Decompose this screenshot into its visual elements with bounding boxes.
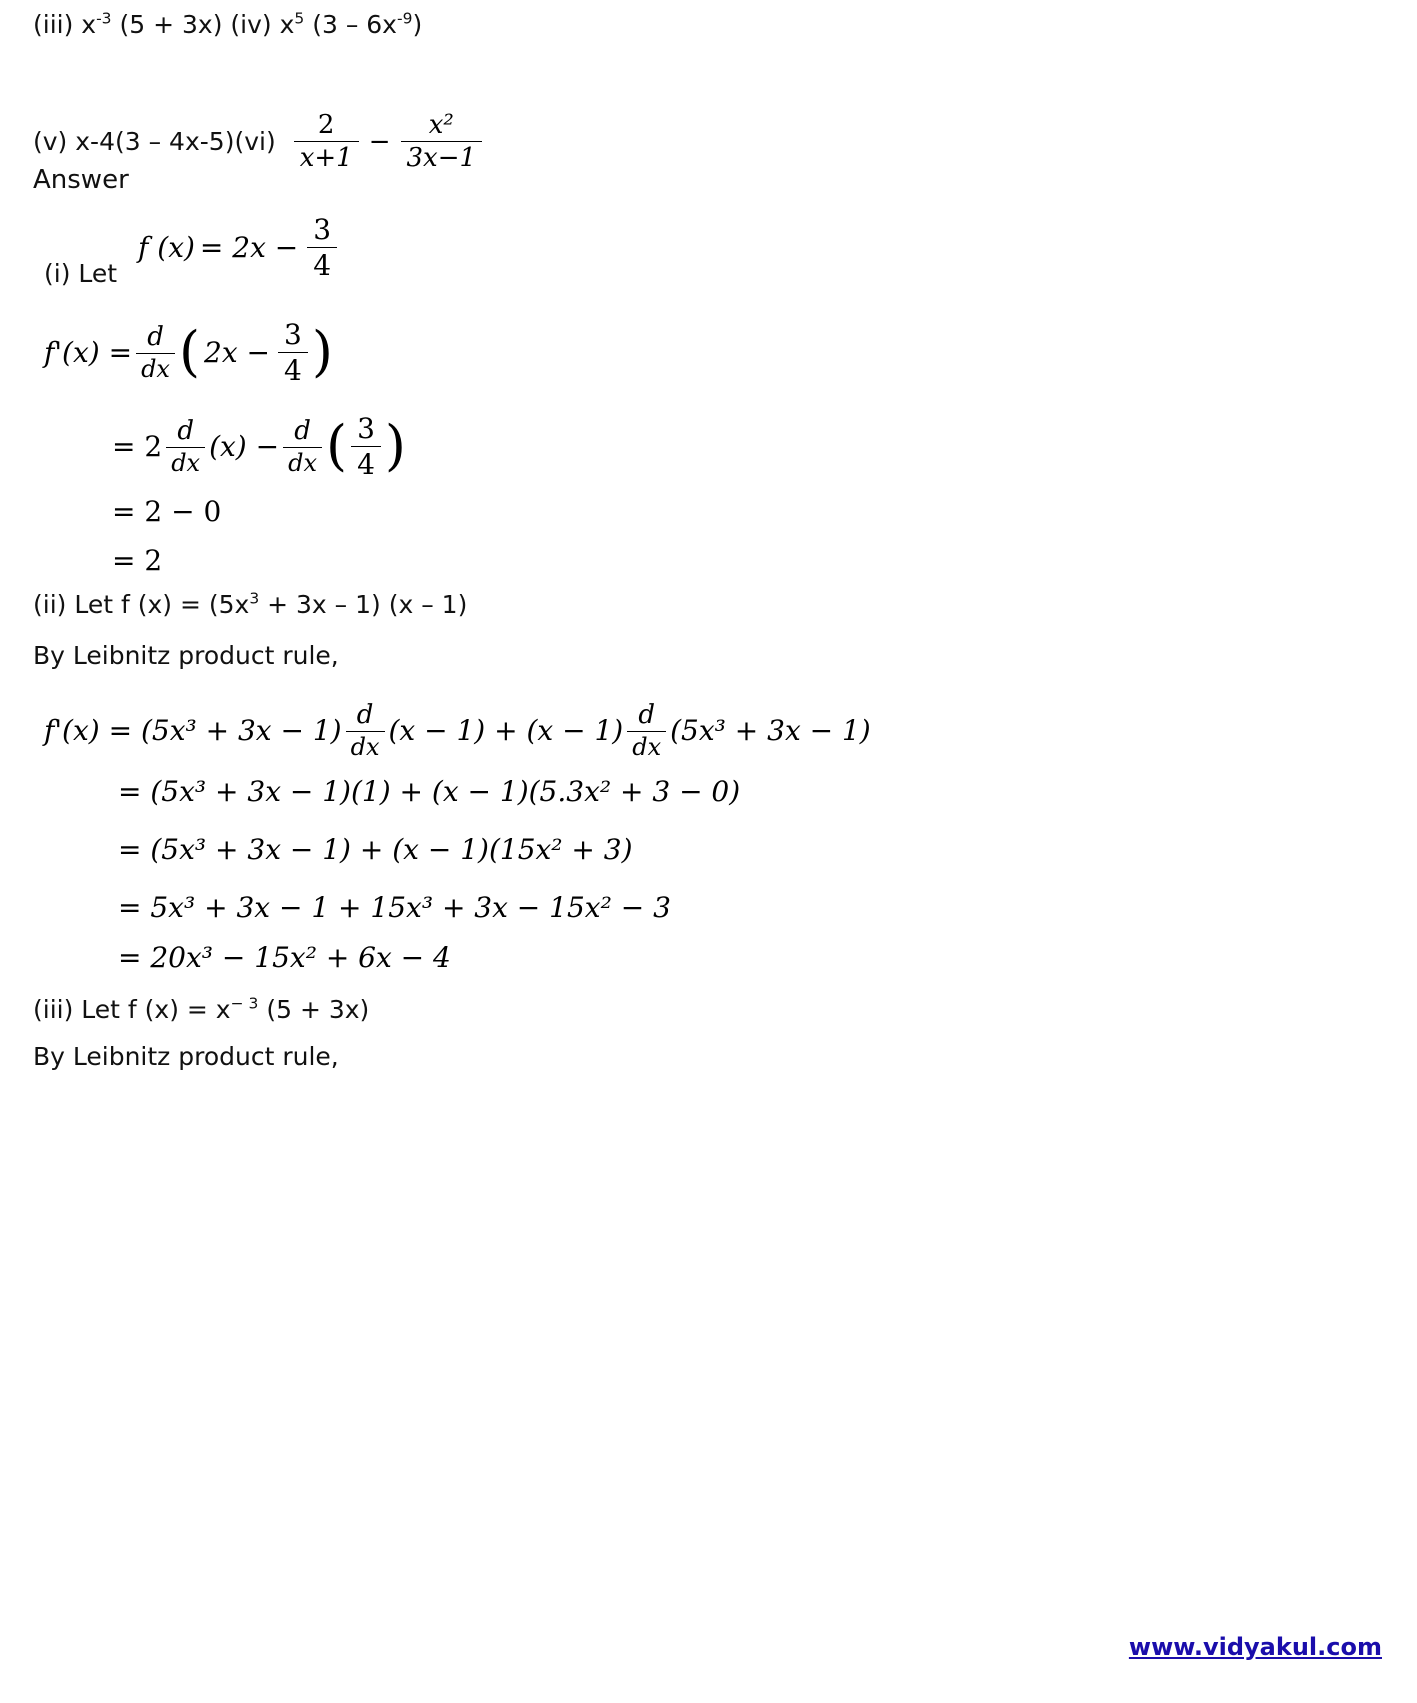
q-iv-exponent: 5 (294, 9, 305, 28)
d-dx-operator (346, 700, 385, 761)
vidyakul-website-link[interactable]: www.vidyakul.com (1128, 1633, 1382, 1661)
fraction-numerator: x² (428, 110, 454, 140)
inner-expression: 2x − (204, 336, 271, 369)
d-dx-numerator: d (638, 700, 655, 730)
fraction-denominator: x+1 (294, 141, 359, 173)
item-iii-let-label (33, 993, 369, 1027)
d-dx-operator-2 (283, 416, 322, 477)
expression-vi (290, 110, 486, 173)
eq-part-a: f'(x) = (5x³ + 3x − 1) (44, 714, 342, 747)
minus-operator: − (368, 126, 391, 157)
left-paren: ( (326, 414, 348, 478)
d-dx-denominator: dx (283, 447, 322, 477)
q-iii-label: (iii) x (33, 10, 97, 39)
d-dx-numerator: d (177, 416, 194, 446)
d-dx-operator (136, 322, 175, 383)
left-paren: ( (178, 320, 201, 384)
equation-ii-step2: = (5x³ + 3x − 1)(1) + (x − 1)(5.3x² + 3 − 0) (118, 775, 741, 808)
q-v-label: (v) x (33, 126, 91, 156)
d-dx-denominator: dx (346, 731, 385, 761)
equation-i-step2 (112, 412, 406, 481)
item-ii-let-rest: + 3x – 1) (x – 1) (259, 590, 468, 619)
item-ii-let-text: (ii) Let f (x) = (5x (33, 590, 250, 619)
item-ii-exponent: 3 (249, 589, 260, 608)
item-iii-exponent: − 3 (230, 994, 259, 1013)
d-dx-numerator: d (147, 322, 164, 352)
d-dx-operator-2 (627, 700, 666, 761)
q-iv-rest: (3 – 6x (304, 10, 397, 39)
leibnitz-note-2: By Leibnitz product rule, (33, 1042, 339, 1071)
fraction-denominator: 4 (351, 446, 381, 481)
equation-i-step3: = 2 − 0 (112, 495, 222, 528)
q-v-rest: (3 – 4x (114, 126, 200, 156)
d-dx-numerator: d (294, 416, 311, 446)
q-v-exponent: -4 (90, 126, 115, 156)
d-dx-denominator: dx (627, 731, 666, 761)
q-iii-exponent: -3 (96, 9, 112, 28)
equation-ii-step5: = 20x³ − 15x² + 6x − 4 (118, 941, 451, 974)
item-ii-let-label (33, 588, 467, 622)
q-v-close: ) (224, 126, 235, 156)
fraction-numerator: 3 (313, 213, 332, 246)
q-v-exponent-2: -5 (199, 126, 225, 156)
equation-rhs: = 2x − (199, 231, 299, 264)
d-dx-operator (166, 416, 205, 477)
q-iii-rest: (5 + 3x) (111, 10, 223, 39)
fraction-denominator: 4 (278, 352, 308, 387)
q-vi-label: (vi) (234, 126, 276, 156)
derivative-lhs: f'(x) = (44, 336, 133, 369)
fraction-2-over-x-plus-1 (294, 110, 359, 173)
equation-ii-step3: = (5x³ + 3x − 1) + (x − 1)(15x² + 3) (118, 833, 633, 866)
fraction-numerator: 3 (284, 318, 302, 351)
equation-ii-step1 (44, 700, 871, 761)
d-dx-denominator: dx (166, 447, 205, 477)
d-dx-denominator: dx (136, 353, 175, 383)
item-i-let-label: (i) Let (44, 259, 118, 288)
question-line-iii-iv (33, 8, 422, 42)
fraction-3-over-4 (307, 213, 337, 282)
equals-2: = 2 (112, 430, 163, 463)
right-paren: ) (311, 320, 333, 384)
item-iii-let-rest: (5 + 3x) (258, 995, 370, 1024)
right-paren: ) (384, 414, 406, 478)
fraction-numerator: 2 (317, 110, 335, 140)
fraction-numerator: 3 (357, 412, 375, 445)
eq-part-c: (5x³ + 3x − 1) (670, 714, 871, 747)
q-iv-exponent-2: -9 (396, 9, 413, 28)
fraction-x2-over-3x-minus-1 (401, 110, 483, 173)
fraction-denominator: 3x−1 (401, 141, 483, 173)
fraction-3-over-4 (278, 318, 308, 387)
argument-x: (x) − (209, 430, 280, 463)
equation-i-step4: = 2 (112, 544, 163, 577)
fraction-3-over-4 (351, 412, 381, 481)
fraction-denominator: 4 (307, 247, 337, 282)
eq-part-b: (x − 1) + (x − 1) (388, 714, 624, 747)
equation-i-definition (138, 213, 341, 282)
q-iv-label: (iv) x (222, 10, 295, 39)
item-iii-let-text: (iii) Let f (x) = x (33, 995, 231, 1024)
leibnitz-note-1: By Leibnitz product rule, (33, 641, 339, 670)
function-name: f (x) (138, 231, 195, 264)
q-iv-close: ) (412, 10, 423, 39)
equation-ii-step4: = 5x³ + 3x − 1 + 15x³ + 3x − 15x² − 3 (118, 891, 671, 924)
d-dx-numerator: d (356, 700, 374, 730)
answer-heading: Answer (33, 165, 129, 195)
equation-i-step1 (44, 318, 333, 387)
